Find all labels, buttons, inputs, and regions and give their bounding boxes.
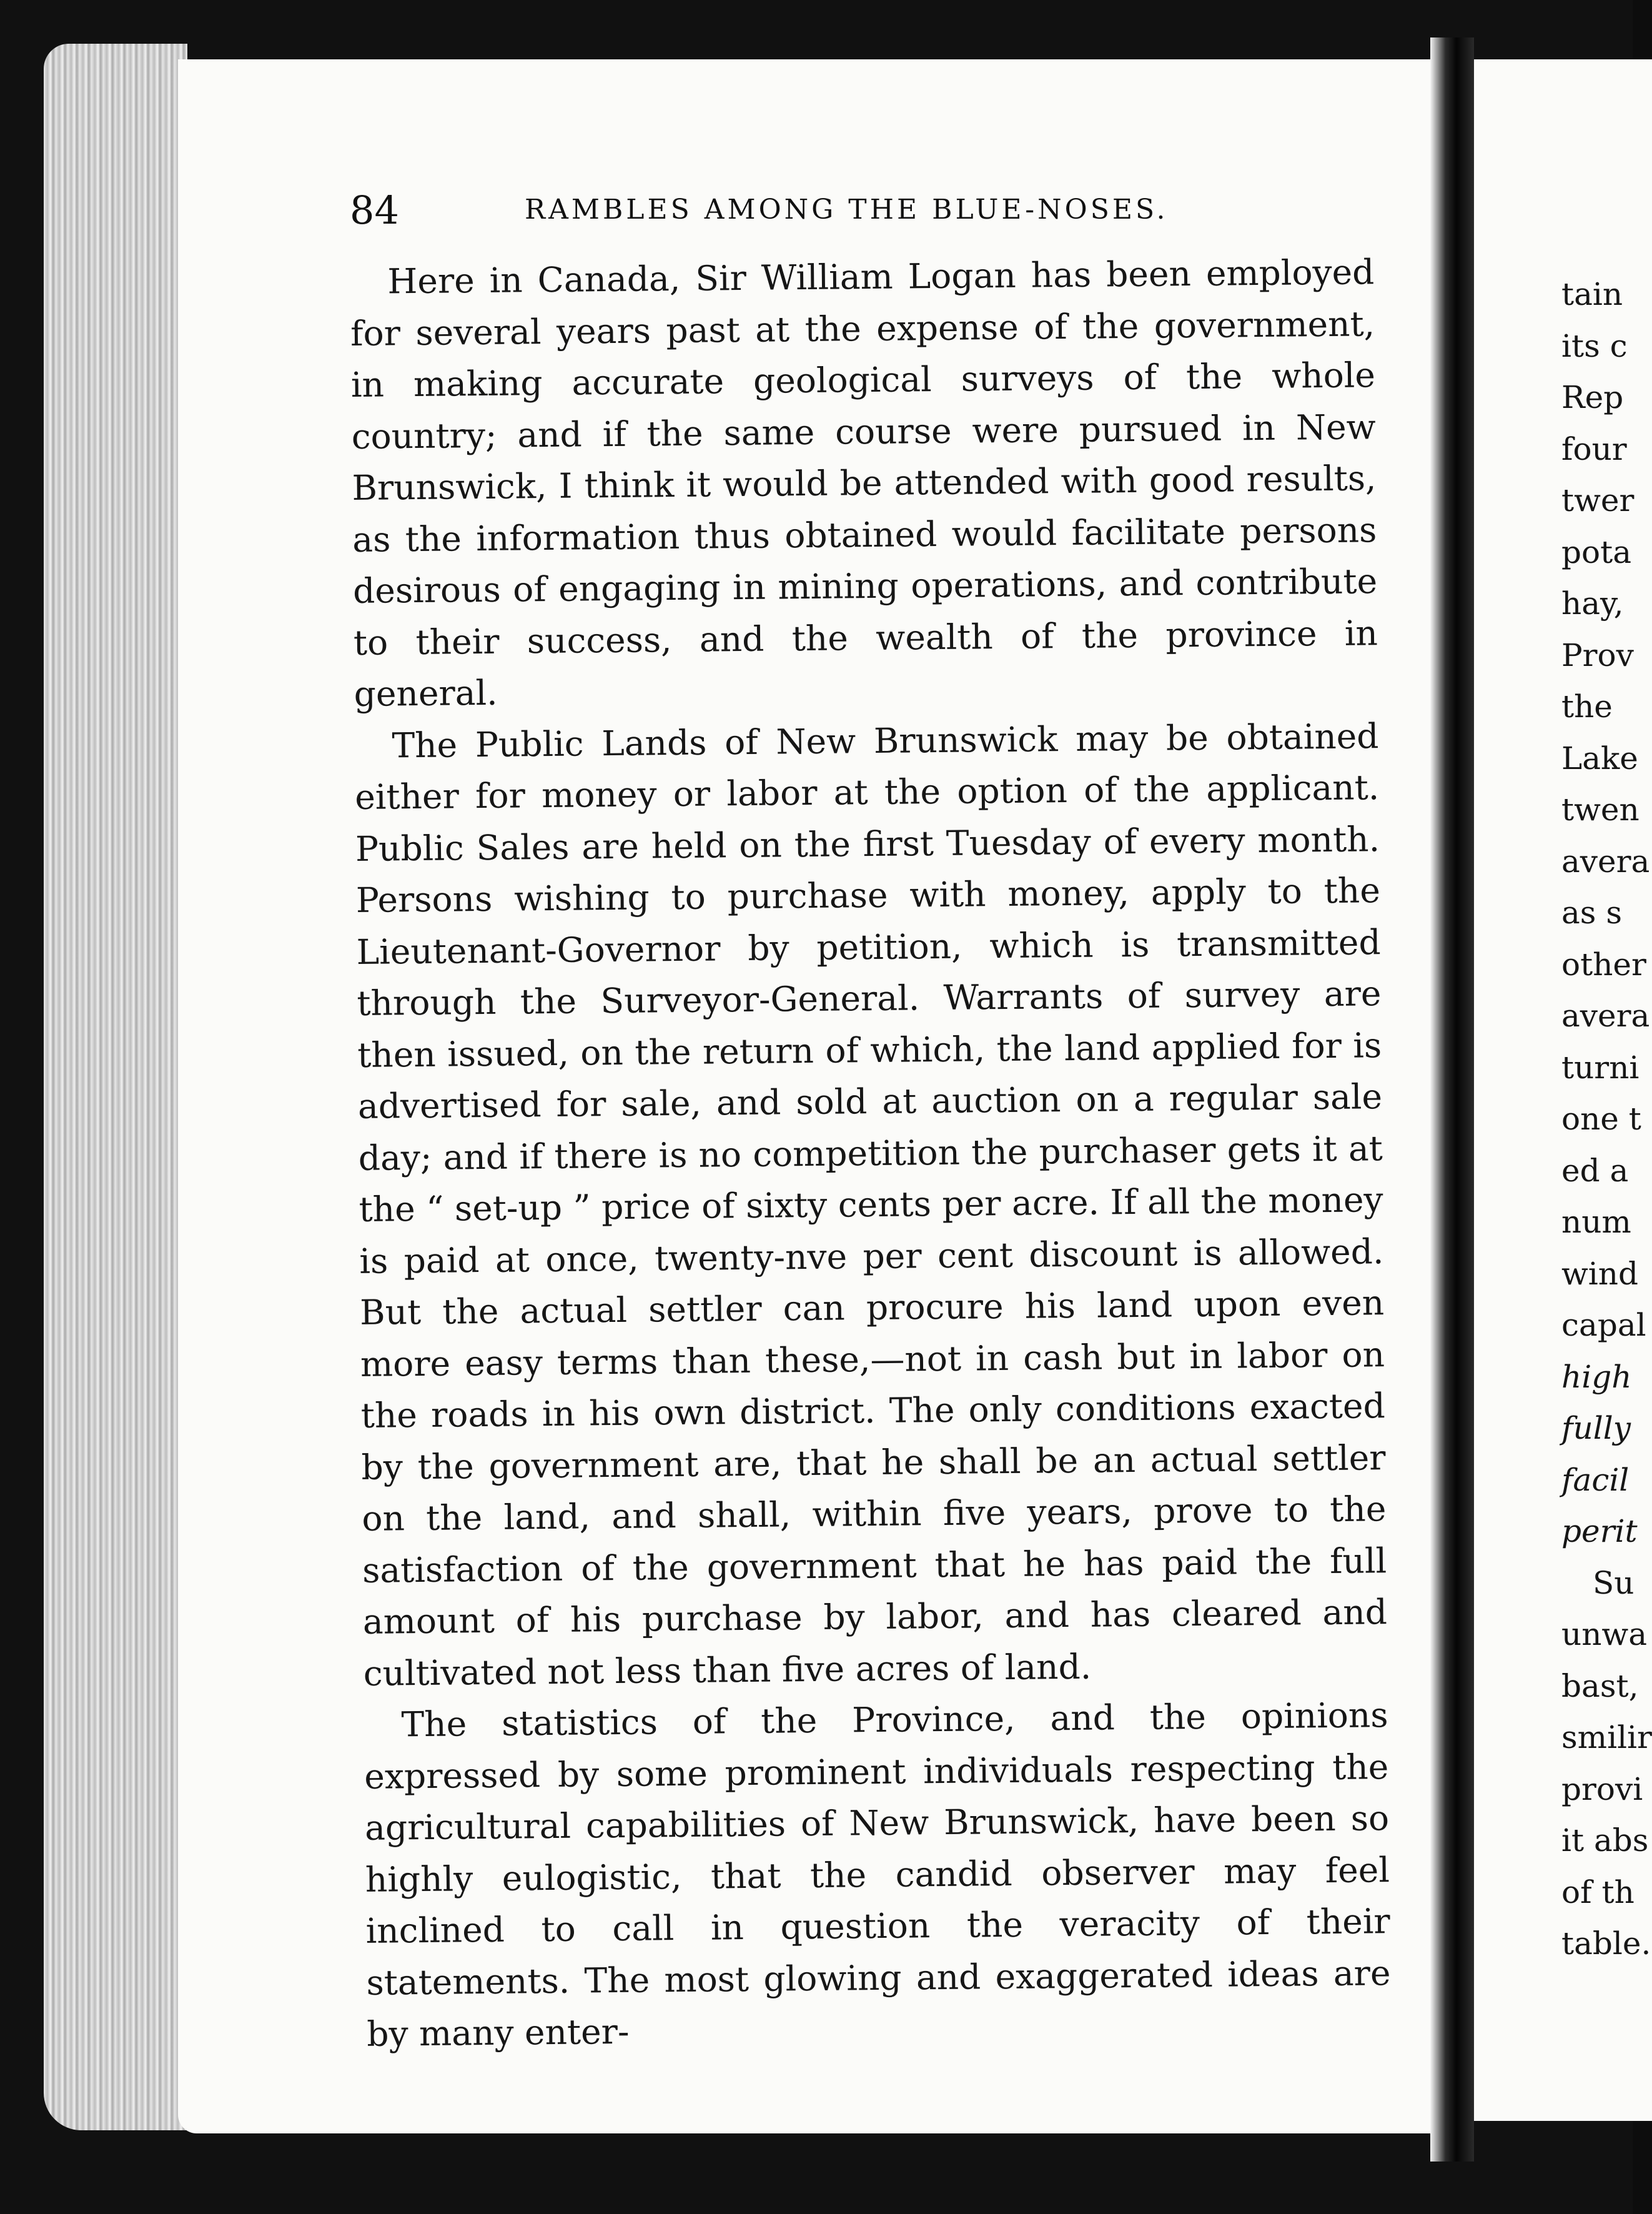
facing-line: avera bbox=[1561, 998, 1650, 1034]
paragraph: The statistics of the Province, and the opinions expressed by some prominent individuals respecting the agricultural capabilities of New Brunswick, have been so highly eulogistic, that the candid observer may feel inclined to call in question the veracity of their statements. The most glowing and exaggerated ideas are by many enter- bbox=[364, 1695, 1391, 2054]
facing-line: tain bbox=[1561, 276, 1623, 312]
facing-line: perit bbox=[1561, 1513, 1638, 1549]
page-edges bbox=[44, 44, 187, 2130]
facing-line: turni bbox=[1561, 1049, 1640, 1086]
facing-line: Su bbox=[1593, 1564, 1635, 1601]
facing-line: four bbox=[1561, 430, 1627, 467]
facing-line: unwa bbox=[1561, 1616, 1648, 1652]
facing-line: of th bbox=[1561, 1874, 1635, 1910]
facing-line: smilir bbox=[1561, 1719, 1652, 1755]
book-gutter bbox=[1430, 37, 1474, 2162]
facing-line: it abs bbox=[1561, 1822, 1649, 1859]
facing-line: bast, bbox=[1561, 1667, 1639, 1704]
facing-line: its c bbox=[1561, 327, 1628, 364]
paragraph: Here in Canada, Sir William Logan has been employed for several years past at the expense of the government, in making accurate geological surveys of the whole country; and if the same course were pursued in New Brunswick, I think it would be attended with good results, as the information thus obtained would facilitate persons desirous of engaging in mining operations, and contribute to their success, and the wealth of the province in general. bbox=[350, 252, 1378, 714]
facing-line: table. bbox=[1561, 1925, 1651, 1962]
facing-line: high bbox=[1561, 1358, 1632, 1395]
page-header bbox=[350, 187, 1287, 244]
facing-line: twen bbox=[1561, 792, 1640, 828]
facing-line: the bbox=[1561, 688, 1613, 725]
facing-line: Prov bbox=[1561, 637, 1634, 673]
facing-line: Lake bbox=[1561, 740, 1638, 777]
facing-line: one t bbox=[1561, 1101, 1641, 1137]
facing-line: fully bbox=[1561, 1410, 1631, 1446]
facing-line: pota bbox=[1561, 534, 1632, 570]
facing-line: facil bbox=[1561, 1461, 1630, 1498]
running-head: RAMBLES AMONG THE BLUE-NOSES. bbox=[525, 194, 1169, 226]
body-text bbox=[350, 246, 1392, 2060]
facing-line: wind bbox=[1561, 1255, 1638, 1292]
paragraph: The Public Lands of New Brunswick may be obtained either for money or labor at the option of the applicant. Public Sales are held on the first Tuesday of every month. Persons wishing to purchase with money, apply to the Lieutenant-Governor by petition, which is transmitted through the Surveyor-General. Warrants of survey are then issued, on the return of which, the land applied for is advertised for sale, and sold at auction on a regular sale day; and if there is no competition the purchaser gets it at the “ set-up ” price of sixty cents per acre. If all the money is paid at once, twenty-nve per cent discount is allowed. But the actual settler can procure his land upon even more easy terms than these,—not in cash but in labor on the roads in his own district. The only conditions exacted by the government are, that he shall be an actual settler on the land, and shall, within five years, prove to the satisfaction of the government that he has paid the full amount of his purchase by labor, and has cleared and cultivated not less than five acres of land. bbox=[355, 715, 1388, 1694]
facing-line: twer bbox=[1561, 482, 1635, 519]
facing-line: other bbox=[1561, 946, 1646, 983]
facing-line: Rep bbox=[1561, 379, 1624, 415]
facing-line: provi bbox=[1561, 1770, 1643, 1807]
facing-line: num bbox=[1561, 1204, 1631, 1240]
facing-line: capal bbox=[1561, 1307, 1646, 1343]
facing-line: ed a bbox=[1561, 1152, 1629, 1189]
facing-line: as s bbox=[1561, 895, 1623, 931]
facing-line: avera bbox=[1561, 843, 1650, 880]
facing-line: hay, bbox=[1561, 585, 1624, 622]
page-number: 84 bbox=[350, 187, 399, 233]
facing-page-text bbox=[1561, 269, 1652, 1970]
